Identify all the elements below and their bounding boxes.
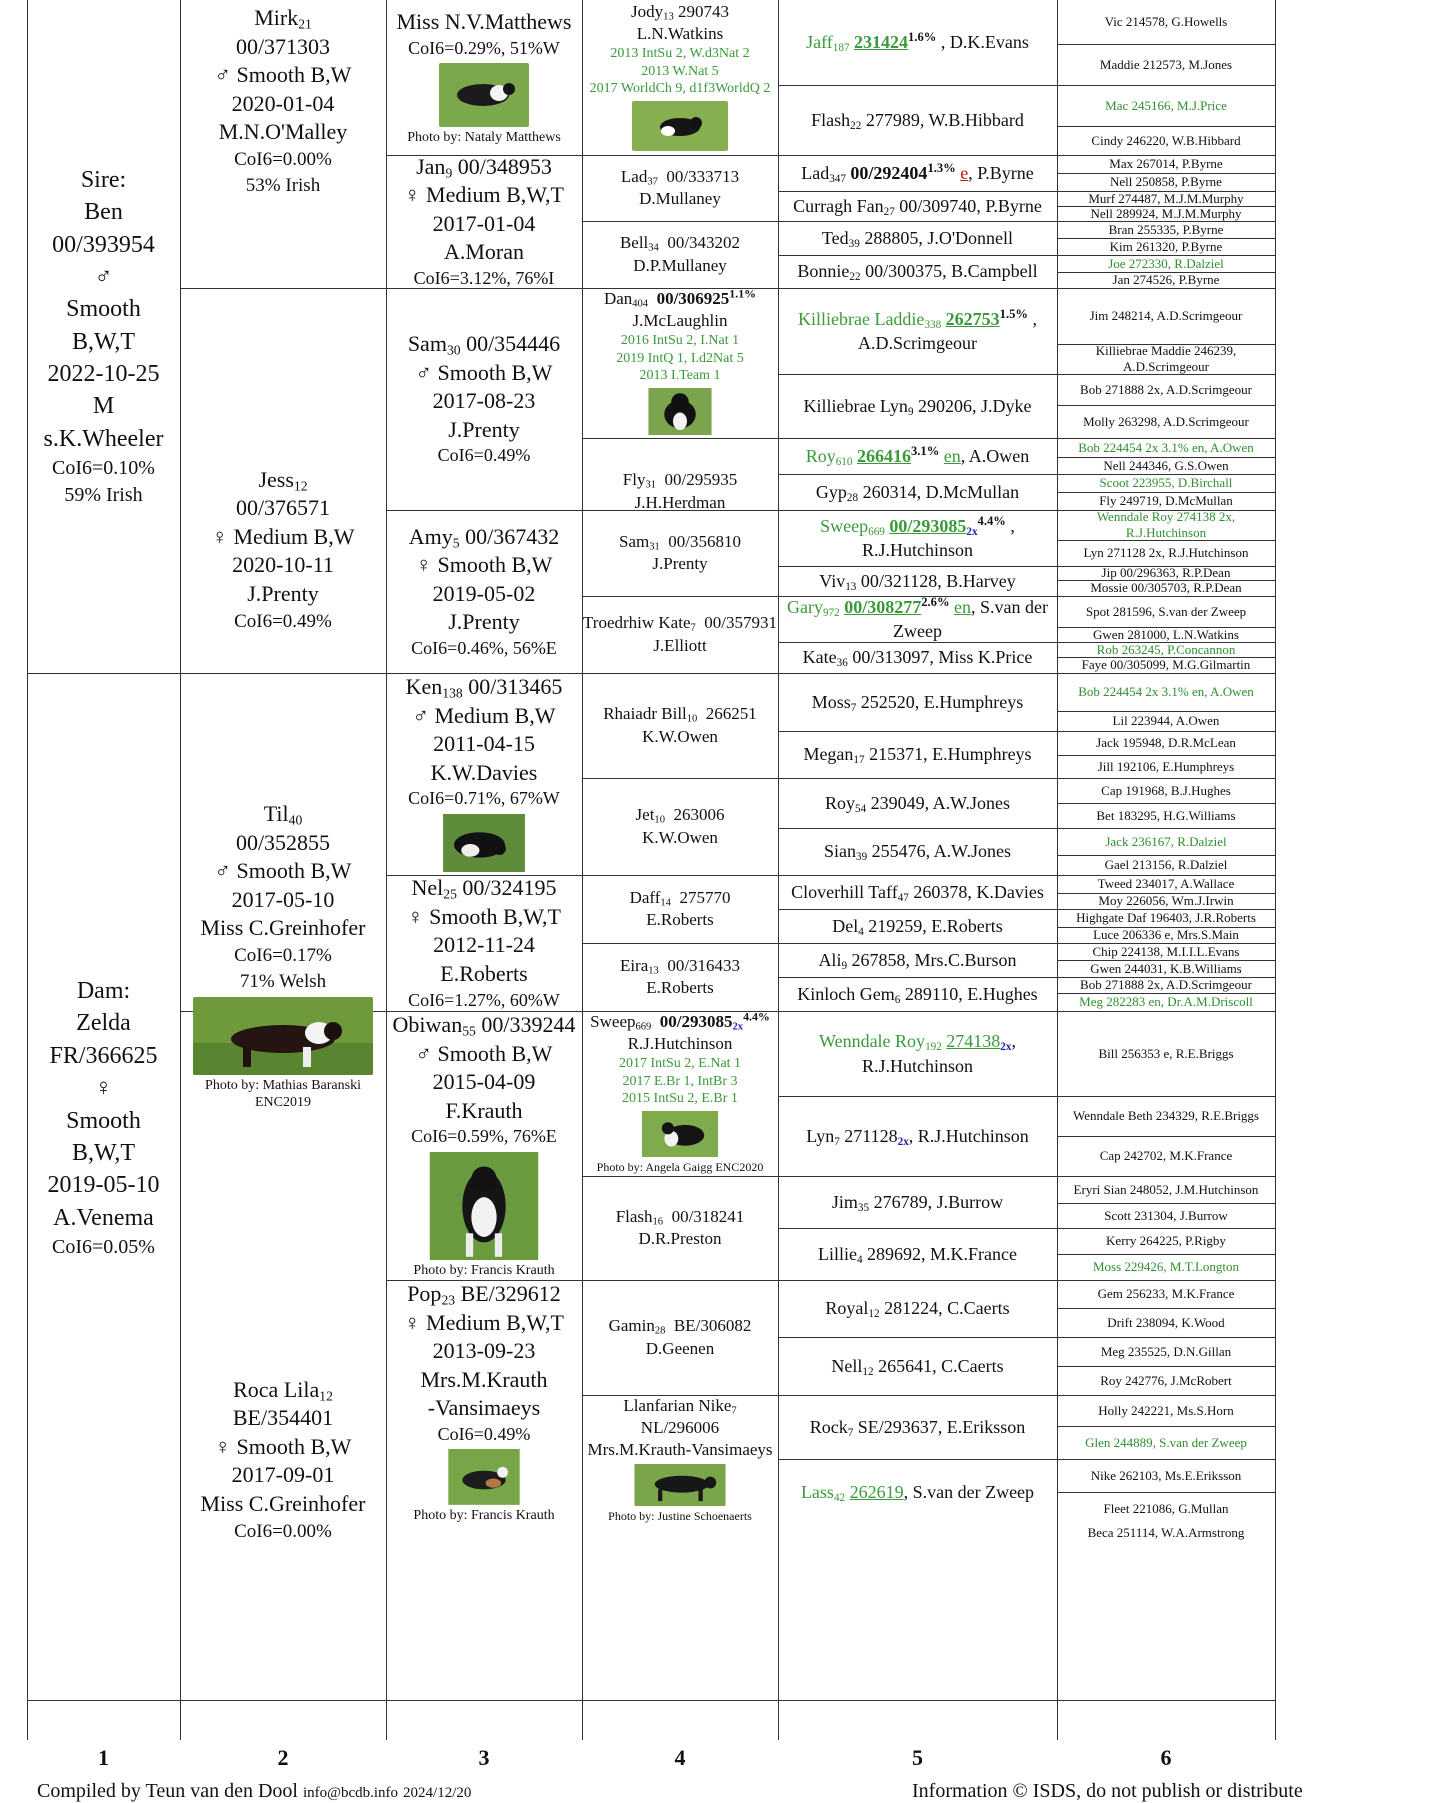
gen6-ancestor: Holly 242221, Ms.S.Horn bbox=[1098, 1402, 1234, 1418]
lillie-cell: Lillie$_4$ 289692, M.K.France bbox=[817, 1243, 1018, 1266]
obiwan-cell: Obiwan$_{55}$ 00/339244 ♂ Smooth B,W 2015-04-09 F.Krauth CoI6=0.59%, 76%E Photo by: Francis Krauth bbox=[392, 1012, 576, 1279]
gen6-ancestor: Jack 236167, R.Dalziel bbox=[1105, 833, 1227, 849]
lad347-cell: Lad$_{347}$ $00/292404^{1.3\%}$ e, P.Byrne bbox=[801, 160, 1034, 185]
mirk-cell: Mirk$_{21}$ 00/371303 ♂ Smooth B,W 2020-01-04 M.N.O'Malley CoI6=0.00% 53% Irish bbox=[214, 5, 352, 196]
bell-cell: Bell$_{34}$ 00/343202 D.P.Mullaney bbox=[619, 233, 741, 275]
gen6-ancestor: Nike 262103, Ms.E.Eriksson bbox=[1090, 1467, 1242, 1483]
dog-photo bbox=[438, 1449, 530, 1505]
gen6-ancestor: Luce 206336 e, Mrs.S.Main bbox=[1093, 927, 1239, 943]
bill-cell: Rhaiadr Bill$_{10}$ 266251 K.W.Owen bbox=[603, 704, 757, 746]
column-number: 2 bbox=[277, 1745, 289, 1770]
ken-cell: Ken$_{138}$ 00/313465 ♂ Medium B,W 2011-04-15 K.W.Davies CoI6=0.71%, 67%W bbox=[386, 673, 582, 875]
gen6-ancestor: Eryri Sian 248052, J.M.Hutchinson bbox=[1073, 1181, 1259, 1197]
dan-cell: Dan$_{404}$ $00/306925^{1.1\%}$ J.McLaughlin 2016 IntSu 2, I.Nat 1 2019 IntQ 1, I.d2Nat 5 2013 I.Team 1 bbox=[582, 288, 778, 438]
gen6-ancestor: Cap 242702, M.K.France bbox=[1099, 1148, 1233, 1164]
gen6-ancestor: Fleet 221086, G.Mullan bbox=[1103, 1500, 1229, 1516]
sire-cell: Sire: Ben 00/393954 ♂ Smooth B,W,T 2022-10-25 M s.K.Wheeler CoI6=0.10% 59% Irish bbox=[43, 166, 164, 507]
nel-cell: Nel$_{25}$ 00/324195 ♀ Smooth B,W,T 2012-11-24 E.Roberts CoI6=1.27%, 60%W bbox=[407, 875, 561, 1010]
gen6-ancestor: Scoot 223955, D.Birchall bbox=[1099, 475, 1233, 491]
bonnie-cell: Bonnie$_{22}$ 00/300375, B.Campbell bbox=[797, 261, 1038, 284]
gen6-ancestor: Gael 213156, R.Dalziel bbox=[1104, 857, 1228, 873]
jody-cell: Jody$_{13}$ 290743 L.N.Watkins 2013 IntSu 2, W.d3Nat 2 2013 W.Nat 5 2017 WorldCh 9, d1f3WorldQ 2 bbox=[582, 0, 778, 155]
gen6-ancestor: Kerry 264225, P.Rigby bbox=[1106, 1233, 1226, 1249]
daff-cell: Daff$_{14}$ 275770 E.Roberts bbox=[629, 887, 731, 929]
gen6-ancestor: Jack 195948, D.R.McLean bbox=[1096, 735, 1236, 751]
gen6-ancestor: Faye 00/305099, M.G.Gilmartin bbox=[1081, 657, 1251, 673]
gen6-ancestor: Maddie 212573, M.Jones bbox=[1099, 56, 1233, 72]
gen6-ancestor: Kim 261320, P.Byrne bbox=[1109, 238, 1223, 254]
lad37-cell: Lad$_{37}$ 00/333713 D.Mullaney bbox=[620, 166, 740, 208]
lyn9-cell: Killiebrae Lyn$_9$ 290206, J.Dyke bbox=[803, 395, 1032, 418]
footer-copyright: Information © ISDS, do not publish or distribute bbox=[912, 1780, 1303, 1802]
gen6-ancestor: Max 267014, P.Byrne bbox=[1109, 156, 1223, 172]
sian-cell: Sian$_{39}$ 255476, A.W.Jones bbox=[823, 841, 1012, 864]
til-cell: Til$_{40}$ 00/352855 ♂ Smooth B,W 2017-05-10 Miss C.Greinhofer CoI6=0.17% 71% Welsh Photo by: Mathias Baranski ENC2019 bbox=[180, 800, 386, 1130]
nell12-cell: Nell$_{12}$ 265641, C.Caerts bbox=[831, 1355, 1004, 1378]
gen6-ancestor: Jip 00/296363, R.P.Dean bbox=[1101, 566, 1231, 580]
gen6-ancestor: Spot 281596, S.van der Zweep bbox=[1085, 603, 1247, 619]
sire-name: Ben bbox=[84, 199, 123, 226]
pop-cell: Pop$_{23}$ BE/329612 ♀ Medium B,W,T 2013-09-23 Mrs.M.Krauth -Vansimaeys CoI6=0.49% Photo by: Francis Krauth bbox=[404, 1281, 564, 1524]
gen6-ancestor: Bran 255335, P.Byrne bbox=[1108, 221, 1224, 237]
gen6-ancestor: Killiebrae Maddie 246239, A.D.Scrimgeour bbox=[1095, 344, 1237, 374]
jaff-cell: Jaff$_{187}$ $231424^{1.6\%}$ , D.K.Evans bbox=[806, 30, 1029, 55]
lyn7-cell: Lyn$_7$ $271128_{2x}$, R.J.Hutchinson bbox=[806, 1125, 1029, 1148]
kate36-cell: Kate$_{36}$ 00/313097, Miss K.Price bbox=[802, 647, 1033, 670]
eira-cell: Eira$_{13}$ 00/316433 E.Roberts bbox=[619, 955, 741, 997]
gen6-ancestor: Glen 244889, S.van der Zweep bbox=[1085, 1434, 1247, 1450]
footer-compiled: Compiled by Teun van den Dool info@bcdb.info 2024/12/20 bbox=[37, 1780, 472, 1802]
dog-photo bbox=[439, 814, 529, 872]
gen6-ancestor: Wenndale Roy 274138 2x, R.J.Hutchinson bbox=[1096, 510, 1236, 540]
dam-name: Zelda bbox=[76, 1010, 131, 1037]
column-number: 6 bbox=[1160, 1745, 1172, 1770]
gen6-ancestor: Scott 231304, J.Burrow bbox=[1104, 1207, 1228, 1223]
gen6-ancestor: Vic 214578, G.Howells bbox=[1104, 14, 1228, 30]
ali-cell: Ali$_9$ 267858, Mrs.C.Burson bbox=[818, 949, 1017, 972]
gen6-ancestor: Jill 192106, E.Humphreys bbox=[1097, 758, 1235, 774]
gyp-cell: Gyp$_{28}$ 260314, D.McMullan bbox=[815, 481, 1020, 504]
taff-cell: Cloverhill Taff$_{47}$ 260378, K.Davies bbox=[791, 881, 1044, 904]
gen6-ancestor: Jim 248214, A.D.Scrimgeour bbox=[1089, 308, 1243, 324]
gen6-ancestor: Joe 272330, R.Dalziel bbox=[1108, 255, 1224, 271]
sam31-cell: Sam$_{31}$ 00/356810 J.Prenty bbox=[619, 531, 741, 573]
gen6-ancestor: Moss 229426, M.T.Longton bbox=[1092, 1259, 1239, 1275]
rock-cell: Rock$_7$ SE/293637, E.Eriksson bbox=[809, 1416, 1026, 1439]
del-cell: Del$_4$ 219259, E.Roberts bbox=[832, 915, 1003, 938]
column-number: 4 bbox=[674, 1745, 686, 1770]
gen6-ancestor: Gwen 281000, L.N.Watkins bbox=[1093, 627, 1239, 642]
sam30-cell: Sam$_{30}$ 00/354446 ♂ Smooth B,W 2017-08-23 J.Prenty CoI6=0.49% bbox=[407, 331, 561, 466]
dog-photo bbox=[636, 1111, 724, 1158]
moss7-cell: Moss$_7$ 252520, E.Humphreys bbox=[811, 691, 1024, 714]
gen6-ancestor: Nell 289924, M.J.M.Murphy bbox=[1090, 206, 1242, 221]
gen6-ancestor: Mac 245166, M.J.Price bbox=[1105, 97, 1227, 113]
gen6-ancestor: Bob 271888 2x, A.D.Scrimgeour bbox=[1080, 977, 1252, 993]
amy-cell: Amy$_5$ 00/367432 ♀ Smooth B,W 2019-05-02 J.Prenty CoI6=0.46%, 56%E bbox=[408, 523, 560, 658]
gen6-ancestor: Gem 256233, M.K.France bbox=[1097, 1286, 1235, 1302]
dog-photo bbox=[644, 388, 716, 435]
gen6-ancestor: Drift 238094, K.Wood bbox=[1107, 1314, 1225, 1330]
laddie-cell: Killiebrae Laddie$_{338}$ $262753^{1.5\%}$ , A.D.Scrimgeour bbox=[797, 306, 1038, 353]
jet-cell: Jet$_{10}$ 263006 K.W.Owen bbox=[635, 805, 725, 847]
miss-matthews-cell: Miss N.V.Matthews CoI6=0.29%, 51%W Photo by: Nataly Matthews bbox=[396, 9, 572, 146]
gen6-ancestor: Bet 183295, H.G.Williams bbox=[1096, 807, 1236, 823]
til-photo bbox=[193, 997, 373, 1075]
viv-cell: Viv$_{13}$ 00/321128, B.Harvey bbox=[819, 570, 1016, 593]
gen6-ancestor: Meg 282283 en, Dr.A.M.Driscoll bbox=[1079, 994, 1253, 1010]
nike-cell: Llanfarian Nike$_7$ NL/296006 Mrs.M.Krauth-Vansimaeys Photo by: Justine Schoenaerts bbox=[587, 1396, 773, 1524]
fly-cell: Fly$_{31}$ 00/295935 J.H.Herdman bbox=[622, 470, 738, 512]
gen6-ancestor: Roy 242776, J.McRobert bbox=[1100, 1372, 1232, 1388]
flash16-cell: Flash$_{16}$ 00/318241 D.R.Preston bbox=[615, 1206, 745, 1248]
gen6-ancestor: Tweed 234017, A.Wallace bbox=[1097, 876, 1235, 892]
lass-cell: Lass$_{42}$ 262619, S.van der Zweep bbox=[800, 1481, 1035, 1504]
dog-photo bbox=[632, 101, 728, 151]
roy54-cell: Roy$_{54}$ 239049, A.W.Jones bbox=[824, 792, 1011, 815]
dog-photo bbox=[424, 1152, 544, 1260]
gary-cell: Gary$_{972}$ $00/308277^{2.6\%}$ en, S.van der Zweep bbox=[786, 596, 1049, 641]
jim35-cell: Jim$_{35}$ 276789, J.Burrow bbox=[831, 1191, 1004, 1214]
jan-cell: Jan$_9$ 00/348953 ♀ Medium B,W,T 2017-01-04 A.Moran CoI6=3.12%, 76%I bbox=[404, 155, 564, 288]
column-number: 1 bbox=[98, 1745, 109, 1770]
sweep669-cell: Sweep$_{669}$ $00/293085_{2x}^{4.4\%}$ , R.J.Hutchinson bbox=[820, 513, 1015, 560]
kate7-cell: Troedrhiw Kate$_7$ 00/357931 J.Elliott bbox=[583, 613, 777, 655]
flash22-cell: Flash$_{22}$ 277989, W.B.Hibbard bbox=[811, 109, 1024, 132]
curragh-cell: Curragh Fan$_{27}$ 00/309740, P.Byrne bbox=[793, 195, 1042, 218]
gen6-ancestor: Cindy 246220, W.B.Hibbard bbox=[1091, 132, 1241, 148]
gen6-ancestor: Highgate Daf 196403, J.R.Roberts bbox=[1076, 910, 1256, 926]
gen6-ancestor: Fly 249719, D.McMullan bbox=[1099, 493, 1233, 509]
gen6-ancestor: Murf 274487, M.J.M.Murphy bbox=[1088, 191, 1244, 206]
gen6-ancestor: Chip 224138, M.I.I.L.Evans bbox=[1092, 943, 1240, 959]
gen6-ancestor: Mossie 00/305703, R.P.Dean bbox=[1090, 580, 1242, 596]
gen6-ancestor: Gwen 244031, K.B.Williams bbox=[1090, 960, 1242, 976]
pedigree-table bbox=[27, 0, 1420, 1802]
gen6-ancestor: Meg 235525, D.N.Gillan bbox=[1100, 1343, 1232, 1359]
gen6-ancestor: Nell 244346, G.S.Owen bbox=[1103, 457, 1229, 473]
gen6-ancestor: Rob 263245, P.Concannon bbox=[1096, 642, 1236, 657]
wroy-cell: Wenndale Roy$_{192}$ $274138_{2x}$, R.J.Hutchinson bbox=[819, 1031, 1016, 1076]
dog-photo bbox=[626, 1464, 734, 1506]
sweep-cell: Sweep$_{669}$ $00/293085_{2x}^{4.4\%}$ R.J.Hutchinson 2017 IntSu 2, E.Nat 1 2017 E.Br 1, IntBr 3 2015 IntSu 2, E.Br 1 Photo by: Angela Gaigg ENC2020 bbox=[590, 1011, 770, 1175]
royal-cell: Royal$_{12}$ 281224, C.Caerts bbox=[825, 1298, 1010, 1321]
gen6-ancestor: Lyn 271128 2x, R.J.Hutchinson bbox=[1083, 545, 1249, 561]
roca-cell: Roca Lila$_{12}$ BE/354401 ♀ Smooth B,W 2017-09-01 Miss C.Greinhofer CoI6=0.00% bbox=[200, 1376, 366, 1542]
gen6-ancestor: Cap 191968, B.J.Hughes bbox=[1101, 782, 1231, 798]
gen6-ancestor: Bill 256353 e, R.E.Briggs bbox=[1098, 1045, 1234, 1061]
gen6-ancestor: Molly 263298, A.D.Scrimgeour bbox=[1083, 413, 1249, 429]
roy610-cell: Roy$_{610}$ $266416^{3.1\%}$ en, A.Owen bbox=[805, 443, 1030, 468]
grid-line bbox=[1275, 0, 1276, 1740]
gen6-ancestor: Lil 223944, A.Owen bbox=[1112, 713, 1220, 729]
column-number: 3 bbox=[478, 1745, 490, 1770]
gen6-ancestor: Wenndale Beth 234329, R.E.Briggs bbox=[1073, 1108, 1259, 1124]
gen6-ancestor: Jan 274526, P.Byrne bbox=[1112, 272, 1220, 288]
gen6-ancestor: Nell 250858, P.Byrne bbox=[1110, 174, 1222, 190]
gen6-ancestor: Bob 224454 2x 3.1% en, A.Owen bbox=[1078, 684, 1254, 700]
column-number: 5 bbox=[912, 1745, 923, 1770]
gem6-cell: Kinloch Gem$_6$ 289110, E.Hughes bbox=[797, 983, 1038, 1006]
megan-cell: Megan$_{17}$ 215371, E.Humphreys bbox=[803, 744, 1032, 767]
gen6-ancestor: Bob 271888 2x, A.D.Scrimgeour bbox=[1080, 381, 1252, 397]
dog-photo bbox=[439, 63, 529, 127]
ted-cell: Ted$_{39}$ 288805, J.O'Donnell bbox=[821, 227, 1014, 250]
gamin-cell: Gamin$_{28}$ BE/306082 D.Geenen bbox=[608, 1316, 752, 1358]
jess-cell: Jess$_{12}$ 00/376571 ♀ Medium B,W 2020-10-11 J.Prenty CoI6=0.49% bbox=[211, 466, 355, 632]
gen6-ancestor: Moy 226056, Wm.J.Irwin bbox=[1098, 893, 1234, 909]
dam-cell: Dam: Zelda FR/366625 ♀ Smooth B,W,T 2019-05-10 A.Venema CoI6=0.05% bbox=[47, 978, 160, 1259]
gen6-ancestor: Beca 251114, W.A.Armstrong bbox=[1087, 1525, 1245, 1540]
gen6-ancestor: Bob 224454 2x 3.1% en, A.Owen bbox=[1078, 439, 1254, 455]
grid-line bbox=[27, 1700, 1275, 1701]
